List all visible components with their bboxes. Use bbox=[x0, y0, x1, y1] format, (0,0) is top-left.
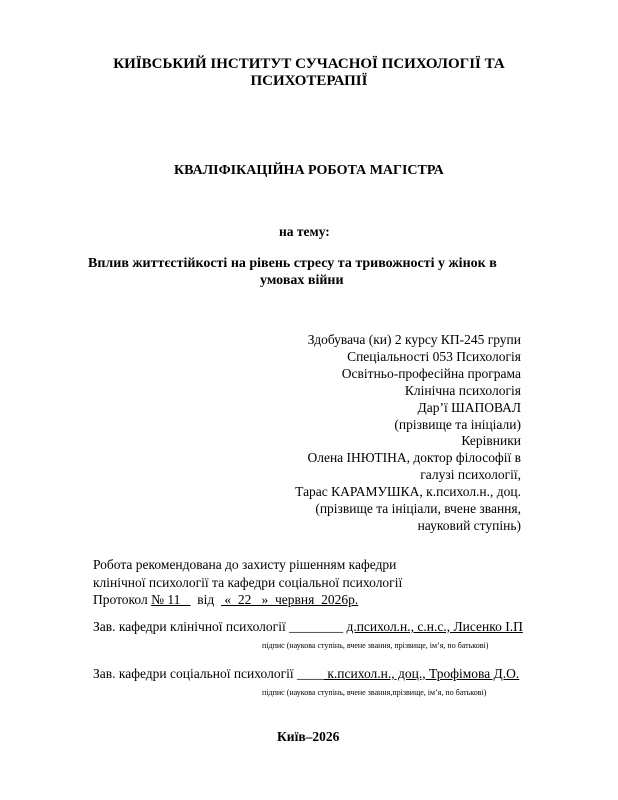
protocol-line bbox=[93, 592, 358, 608]
head-clinical-blank: ________ bbox=[289, 619, 344, 634]
institute-name-line1: КИЇВСЬКИЙ ІНСТИТУТ СУЧАСНОЇ ПСИХОЛОГІЇ ТА bbox=[113, 56, 505, 72]
head-social-label: Зав. кафедри соціальної психології bbox=[93, 666, 297, 681]
recommendation-line2: клінічної психології та кафедри соціальної психології bbox=[93, 575, 403, 590]
topic-label: на тему: bbox=[279, 224, 330, 239]
head-clinical-label: Зав. кафедри клінічної психології bbox=[93, 619, 290, 634]
head-social-caption: підпис (наукова ступінь, вчене звання,прізвище, ім’я, по батькові) bbox=[262, 688, 487, 697]
program-name: Клінічна психологія bbox=[404, 382, 521, 398]
topic-title-line2: умовах війни bbox=[260, 273, 344, 288]
head-social-blank: ____ bbox=[296, 666, 324, 681]
protocol-from: від bbox=[190, 592, 221, 607]
work-type-heading: КВАЛІФІКАЦІЙНА РОБОТА МАГІСТРА bbox=[174, 163, 444, 178]
protocol-date: « 22 » червня 2026р. bbox=[221, 592, 359, 607]
protocol-prefix: Протокол bbox=[93, 592, 152, 607]
supervisor-1-line1: Олена ІНЮТІНА, доктор філософії в bbox=[307, 450, 521, 466]
institute-name-line2: ПСИХОТЕРАПІЇ bbox=[250, 73, 368, 89]
student-course-group: Здобувача (ки) 2 курсу КП-245 групи bbox=[307, 332, 521, 347]
supervisor-caption-line2: науковий ступінь) bbox=[417, 517, 521, 533]
topic-title-line1: Вплив життєстійкості на рівень стресу та тривожності у жінок в bbox=[88, 256, 497, 271]
student-name-caption: (прізвище та ініціали) bbox=[394, 416, 521, 432]
supervisor-1-line2: галузі психології, bbox=[420, 467, 521, 483]
author-supervisor-block bbox=[295, 332, 521, 535]
head-clinical-signature: д.психол.н., с.н.с., Лисенко І.П bbox=[346, 619, 523, 634]
program-type: Освітньо-професійна програма bbox=[341, 365, 521, 381]
head-social-line bbox=[93, 666, 519, 682]
city-year: Київ–2026 bbox=[277, 729, 340, 744]
supervisor-2: Тарас КАРАМУШКА, к.психол.н., доц. bbox=[295, 484, 521, 500]
protocol-number: № 11 bbox=[151, 592, 191, 607]
supervisors-label: Керівники bbox=[461, 433, 521, 449]
student-name: Дар’ї ШАПОВАЛ bbox=[417, 399, 521, 415]
head-clinical-caption: підпис (наукова ступінь, вчене звання, прізвище, ім’я, по батькові) bbox=[262, 641, 489, 650]
head-clinical-line bbox=[93, 619, 523, 635]
supervisor-caption-line1: (прізвище та ініціали, вчене звання, bbox=[315, 501, 521, 517]
recommendation-line1: Робота рекомендована до захисту рішенням кафедри bbox=[93, 557, 397, 572]
head-social-signature: к.психол.н., доц., Трофімова Д.О. bbox=[323, 666, 520, 681]
specialty: Спеціальності 053 Психологія bbox=[347, 348, 521, 364]
